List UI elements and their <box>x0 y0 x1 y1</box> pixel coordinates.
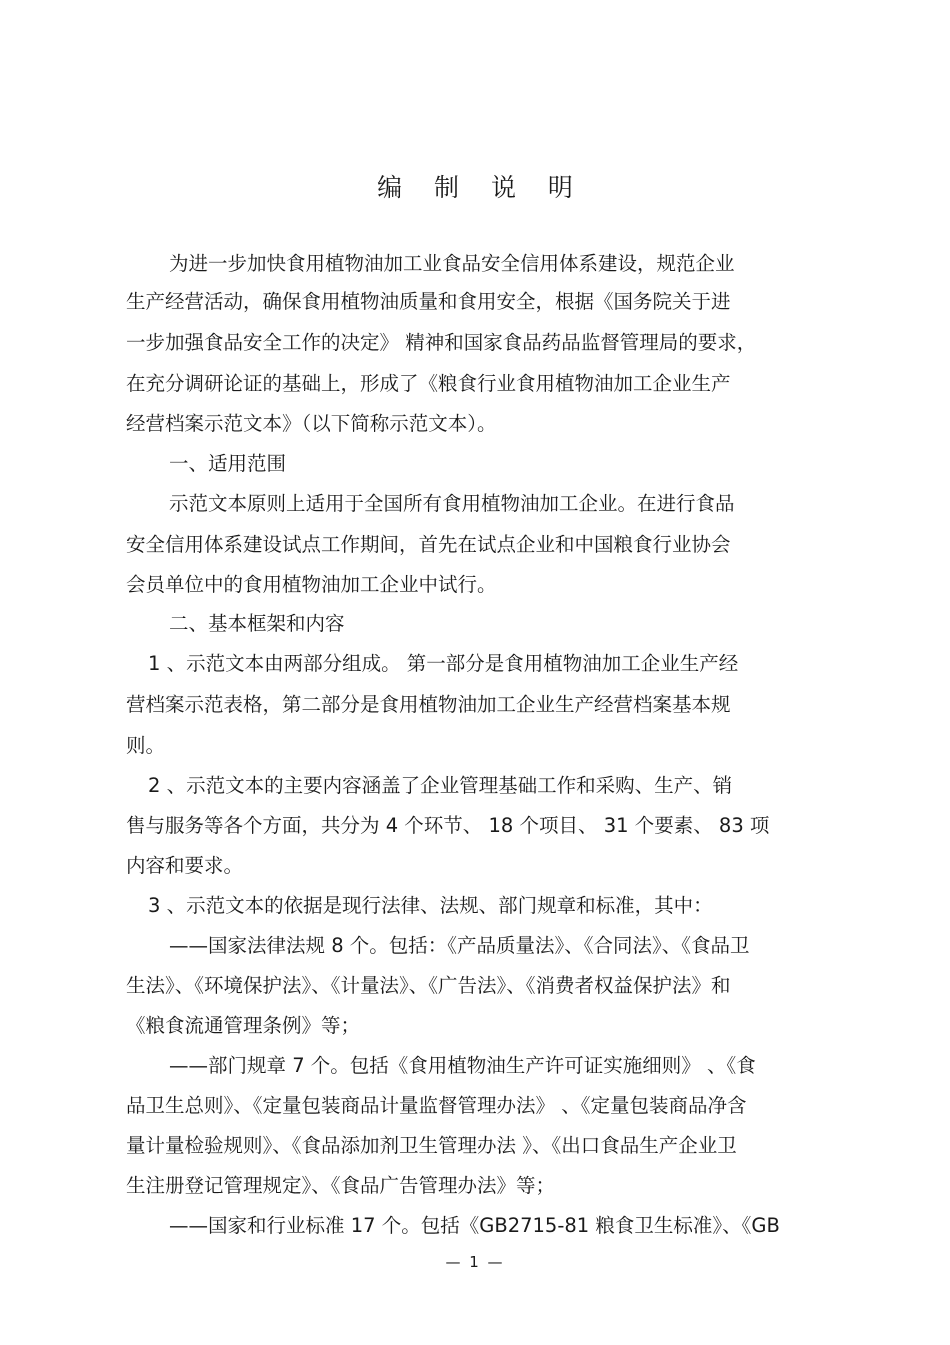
paragraph-line: 会员单位中的食用植物油加工企业中试行。 <box>126 573 497 596</box>
section-heading: 一、适用范围 <box>169 452 287 475</box>
paragraph-line: 1 、示范文本由两部分组成。 第一部分是食用植物油加工企业生产经 <box>148 652 739 675</box>
paragraph-line: 2 、示范文本的主要内容涵盖了企业管理基础工作和采购、生产、销 <box>148 774 733 797</box>
paragraph-line: 一步加强食品安全工作的决定》 精神和国家食品药品监督管理局的要求， <box>126 331 757 354</box>
paragraph-line: 则。 <box>126 734 166 757</box>
paragraph-line: ——国家和行业标准 17 个。包括《GB2715-81 粮食卫生标准》、《GB <box>169 1214 780 1237</box>
paragraph-line: ——国家法律法规 8 个。包括：《产品质量法》、《合同法》、《食品卫 <box>169 934 750 957</box>
paragraph-line: 生法》、《环境保护法》、《计量法》、《广告法》、《消费者权益保护法》和 <box>126 974 731 997</box>
paragraph-line: 为进一步加快食用植物油加工业食品安全信用体系建设，规范企业 <box>169 252 735 275</box>
paragraph-line: 营档案示范表格，第二部分是食用植物油加工企业生产经营档案基本规 <box>126 693 731 716</box>
paragraph-line: 示范文本原则上适用于全国所有食用植物油加工企业。在进行食品 <box>169 492 735 515</box>
document-title: 编 制 说 明 <box>377 173 585 202</box>
paragraph-line: 品卫生总则》、《定量包装商品计量监督管理办法》 、《定量包装商品净含 <box>126 1094 747 1117</box>
paragraph-line: 量计量检验规则》、《食品添加剂卫生管理办法 》、《出口食品生产企业卫 <box>126 1134 737 1157</box>
page-number: — 1 — <box>445 1253 505 1271</box>
paragraph-line: 3 、示范文本的依据是现行法律、法规、部门规章和标准，其中： <box>148 894 713 917</box>
paragraph-line: 在充分调研论证的基础上，形成了《粮食行业食用植物油加工企业生产 <box>126 372 731 395</box>
paragraph-line: 内容和要求。 <box>126 854 244 877</box>
paragraph-line: 安全信用体系建设试点工作期间，首先在试点企业和中国粮食行业协会 <box>126 533 731 556</box>
section-heading: 二、基本框架和内容 <box>169 612 345 635</box>
paragraph-line: 售与服务等各个方面，共分为 4 个环节、 18 个项目、 31 个要素、 83 项 <box>126 814 770 837</box>
paragraph-line: ——部门规章 7 个。包括《食用植物油生产许可证实施细则》 、《食 <box>169 1054 756 1077</box>
paragraph-line: 生产经营活动，确保食用植物油质量和食用安全，根据《国务院关于进 <box>126 290 731 313</box>
paragraph-line: 经营档案示范文本》（以下简称示范文本）。 <box>126 412 497 435</box>
paragraph-line: 生注册登记管理规定》、《食品广告管理办法》等； <box>126 1174 556 1197</box>
paragraph-line: 《粮食流通管理条例》等； <box>126 1014 361 1037</box>
